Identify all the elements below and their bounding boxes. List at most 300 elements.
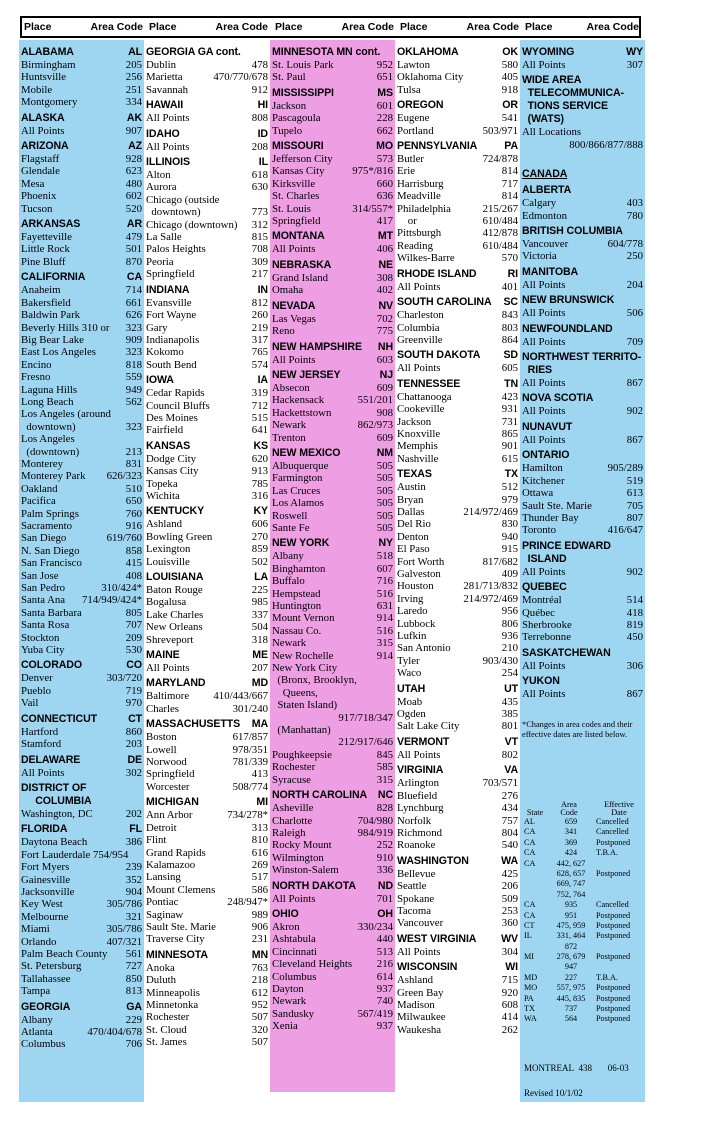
place-name: All Points <box>522 307 566 320</box>
changes-date: Cancelled <box>596 900 629 910</box>
place-name: Seattle <box>397 880 427 893</box>
area-code: 867 <box>626 688 643 701</box>
place-name: Savannah <box>146 83 188 96</box>
place-name: MAINE <box>146 649 180 662</box>
state-heading-continued <box>520 364 645 377</box>
area-code: 904 <box>125 885 142 898</box>
changes-row <box>524 1015 642 1025</box>
place-row <box>19 960 144 972</box>
area-code: 269 <box>251 858 268 871</box>
state-heading <box>19 218 144 231</box>
state-heading <box>520 323 645 336</box>
changes-code: 341 <box>564 827 578 837</box>
changes-date: Postponed <box>596 983 631 993</box>
place-row <box>395 481 520 493</box>
area-code: 321 <box>125 910 142 923</box>
place-row <box>520 307 645 319</box>
place-row <box>19 874 144 886</box>
place-name: All Points <box>21 766 65 779</box>
place-row <box>395 416 520 428</box>
area-code: 352 <box>125 873 142 886</box>
place-row <box>395 917 520 929</box>
place-name: Fort Wayne <box>146 309 197 322</box>
place-name: Pacifica <box>21 495 56 508</box>
place-name: Kitchener <box>522 474 565 487</box>
area-code: 602 <box>125 190 142 203</box>
place-row <box>144 756 270 768</box>
place-name: All Points <box>522 59 566 71</box>
area-code: 503/971 <box>482 124 518 137</box>
place-name: VIRGINIA <box>397 764 444 777</box>
place-name: All Points <box>397 945 441 958</box>
state-heading-continued <box>520 100 645 113</box>
area-code: NC <box>377 789 393 802</box>
place-name: Nashville <box>397 452 439 465</box>
place-row <box>270 1008 395 1020</box>
place-row <box>19 898 144 910</box>
area-code: 314/557* <box>352 202 393 215</box>
area-code: 818 <box>125 358 142 371</box>
place-name: Atlanta <box>21 1026 53 1038</box>
place-name: Bowling Green <box>146 530 213 543</box>
place-name: CALIFORNIA <box>21 271 86 284</box>
place-name: New York City <box>272 662 338 675</box>
place-name: Bogalusa <box>146 596 187 609</box>
place-name: WEST VIRGINIA <box>397 932 477 945</box>
area-code: 386 <box>125 836 142 849</box>
area-code: 623 <box>125 165 142 178</box>
changes-state: MD <box>524 972 538 982</box>
place-row <box>270 419 395 431</box>
place-row <box>144 871 270 883</box>
place-name: El Paso <box>397 543 430 556</box>
place-row <box>520 512 645 524</box>
area-code: 812 <box>251 296 268 309</box>
place-name: Tallahassee <box>21 972 71 985</box>
place-row <box>270 460 395 472</box>
place-name: Hackensack <box>272 394 325 407</box>
area-code: 416/647 <box>607 524 643 537</box>
place-row <box>19 532 144 544</box>
place-name: ISLAND <box>522 552 567 565</box>
state-heading-continued <box>520 113 645 126</box>
area-code: 715 <box>501 974 518 987</box>
area-code: 330/234 <box>357 920 393 933</box>
area-code: 703/571 <box>482 777 518 790</box>
place-name: San Diego <box>21 532 67 545</box>
area-code: NE <box>378 258 393 271</box>
place-name: Newark <box>272 995 307 1008</box>
place-name: Tupelo <box>272 124 303 137</box>
place-name: Newark <box>272 419 307 432</box>
place-name: Bryan <box>397 493 424 506</box>
place-row <box>270 432 395 444</box>
place-name: Cedar Rapids <box>146 387 205 400</box>
place-row <box>19 644 144 656</box>
place-row <box>270 165 395 177</box>
area-code: 215/267 <box>482 202 518 215</box>
place-row <box>270 802 395 814</box>
place-name: Tacoma <box>397 904 432 917</box>
area-code: 219 <box>251 321 268 334</box>
place-name: SOUTH DAKOTA <box>397 349 481 362</box>
place-name: NEW BRUNSWICK <box>522 294 615 307</box>
place-row <box>144 584 270 596</box>
area-code: 908 <box>376 406 393 419</box>
place-name: Rochester <box>272 761 316 774</box>
area-code: 479 <box>125 231 142 244</box>
place-name: or <box>397 215 417 228</box>
changes-state: IL <box>524 931 532 941</box>
changes-code: 951 <box>564 910 578 920</box>
place-name: Los Angeles (around <box>21 408 111 421</box>
area-code: 978/351 <box>232 743 268 756</box>
place-name: Lawton <box>397 59 430 71</box>
changes-header-code: Area Code <box>560 799 578 818</box>
place-row <box>144 731 270 743</box>
area-code: 559 <box>125 371 142 384</box>
place-name: Grand Rapids <box>146 846 206 859</box>
changes-note: *Changes in area codes and their effective dates are listed below. <box>522 720 633 739</box>
place-name: St. James <box>146 1036 187 1049</box>
area-code: 567/419 <box>357 1007 393 1020</box>
place-name: Palm Springs <box>21 507 79 520</box>
state-heading <box>270 880 395 893</box>
column-2-entries <box>144 46 270 1049</box>
area-code: 662 <box>376 124 393 137</box>
place-name: Arlington <box>397 777 439 790</box>
area-code: 814 <box>501 165 518 178</box>
place-name: Hempstead <box>272 587 321 600</box>
changes-code: 331, 464 <box>556 931 586 941</box>
area-code: 808 <box>251 112 268 125</box>
area-code: 570 <box>501 252 518 265</box>
area-code: 626 <box>125 309 142 322</box>
place-row <box>19 672 144 684</box>
area-code: 505 <box>376 497 393 510</box>
place-name: WASHINGTON <box>397 854 469 867</box>
place-name: Columbus <box>21 1038 66 1051</box>
place-row <box>144 933 270 945</box>
area-code: 813 <box>125 985 142 998</box>
area-code: TX <box>504 468 518 481</box>
place-row <box>19 371 144 383</box>
area-code: 414 <box>501 1011 518 1024</box>
area-code: 920 <box>501 986 518 999</box>
state-heading <box>395 764 520 777</box>
area-code: 650 <box>125 495 142 508</box>
area-code: 562 <box>125 395 142 408</box>
area-code: 902 <box>626 405 643 418</box>
place-row <box>144 974 270 986</box>
place-name: All Points <box>522 405 566 418</box>
place-name: CONNECTICUT <box>21 712 97 725</box>
place-name: Fayetteville <box>21 231 72 244</box>
state-heading <box>144 374 270 387</box>
place-row <box>395 905 520 917</box>
area-code: 203 <box>125 738 142 751</box>
place-row <box>19 153 144 165</box>
place-row <box>144 181 270 193</box>
place-name: COLUMBIA <box>21 794 92 807</box>
area-code: 604/778 <box>607 238 643 251</box>
place-name: Charles <box>146 702 179 715</box>
area-code: 609 <box>376 431 393 444</box>
place-row <box>270 485 395 497</box>
area-code: 513 <box>376 945 393 958</box>
column-5 <box>520 40 645 1102</box>
area-code: 214/972/469 <box>463 505 518 518</box>
place-name: Denton <box>397 530 429 543</box>
area-code: 660 <box>376 177 393 190</box>
place-name: Mobile <box>21 83 53 96</box>
place-name: Denver <box>21 672 53 685</box>
place-row <box>520 126 645 138</box>
place-row <box>19 446 144 458</box>
place-row <box>395 240 520 252</box>
place-name: Gary <box>146 321 168 334</box>
place-row <box>395 403 520 415</box>
state-heading <box>270 369 395 382</box>
place-row <box>520 688 645 700</box>
place-name: Los Angeles <box>21 433 75 446</box>
area-code: 417 <box>376 215 393 228</box>
area-code: 501 <box>125 243 142 256</box>
place-row <box>144 518 270 530</box>
place-row <box>19 697 144 709</box>
place-name: South Bend <box>146 358 197 371</box>
header-place-label: Place <box>149 21 177 33</box>
place-name: Fort Lauderdale 754/954 <box>21 848 129 861</box>
column-5-entries <box>520 46 645 701</box>
area-code: 903/430 <box>482 654 518 667</box>
place-name: Evansville <box>146 296 192 309</box>
place-row <box>270 497 395 509</box>
place-row <box>270 178 395 190</box>
place-row <box>395 777 520 789</box>
spacer <box>520 151 645 165</box>
place-row <box>144 621 270 633</box>
area-code: 228 <box>376 112 393 125</box>
place-row <box>395 696 520 708</box>
header-area-code-label: Area Code <box>586 21 639 33</box>
area-code: MT <box>377 230 393 243</box>
place-row <box>19 178 144 190</box>
place-name: Laguna Hills <box>21 383 78 396</box>
place-name: St. Paul <box>272 71 306 84</box>
place-row <box>520 139 645 151</box>
place-name: Memphis <box>397 440 438 453</box>
area-code: 906 <box>251 920 268 933</box>
state-heading <box>19 1001 144 1014</box>
place-name: Chattanooga <box>397 390 452 403</box>
area-code: 415 <box>125 557 142 570</box>
area-code: 207 <box>251 662 268 675</box>
place-row <box>520 566 645 578</box>
area-code: 850 <box>125 972 142 985</box>
place-name: Beverly Hills 310 or <box>21 321 110 334</box>
changes-date: Postponed <box>596 931 631 941</box>
place-row <box>144 809 270 821</box>
place-row <box>144 1036 270 1048</box>
state-heading <box>270 300 395 313</box>
place-name: Stockton <box>21 631 60 644</box>
state-heading <box>395 855 520 868</box>
place-name: NEW JERSEY <box>272 368 341 381</box>
area-code: 830 <box>501 518 518 531</box>
place-name: Reading <box>397 239 433 252</box>
area-code: 251 <box>125 83 142 96</box>
area-code: 480 <box>125 177 142 190</box>
place-name: Flagstaff <box>21 153 60 166</box>
changes-row <box>524 963 642 973</box>
place-row <box>19 84 144 96</box>
area-code: NV <box>378 299 393 312</box>
place-row <box>395 543 520 555</box>
area-code: 408 <box>125 569 142 582</box>
place-name: Toronto <box>522 524 557 537</box>
area-code: RI <box>507 267 518 280</box>
area-code: 507 <box>251 1011 268 1024</box>
place-name: MISSOURI <box>272 140 324 153</box>
changes-header-state: State <box>526 808 544 818</box>
place-name: DELAWARE <box>21 753 81 766</box>
place-name: Newark <box>272 637 307 650</box>
place-name: Ann Arbor <box>146 809 193 822</box>
area-code: 360 <box>501 917 518 930</box>
state-heading <box>144 156 270 169</box>
area-code: 606 <box>251 518 268 531</box>
area-code: IN <box>257 283 268 296</box>
state-heading <box>520 294 645 307</box>
area-code: 508/774 <box>232 780 268 793</box>
place-row <box>270 600 395 612</box>
place-name: Miami <box>21 923 50 936</box>
area-code: 867 <box>626 377 643 390</box>
place-name: Yuba City <box>21 644 65 657</box>
state-heading <box>395 468 520 481</box>
area-code: 470/404/678 <box>87 1026 142 1038</box>
area-code: 603 <box>376 353 393 366</box>
area-code: 586 <box>251 883 268 896</box>
place-name: ILLINOIS <box>146 156 190 169</box>
place-name: Chicago (downtown) <box>146 218 238 231</box>
place-row <box>144 112 270 124</box>
place-name: Columbus <box>272 970 317 983</box>
place-row <box>144 490 270 502</box>
area-code: 909 <box>125 333 142 346</box>
state-heading <box>19 823 144 836</box>
column-2 <box>144 40 270 1102</box>
place-row <box>270 313 395 325</box>
place-row <box>19 767 144 779</box>
place-row <box>19 408 144 420</box>
area-code: MD <box>251 677 268 690</box>
place-row <box>144 465 270 477</box>
place-row <box>19 297 144 309</box>
area-code: 862/973 <box>357 419 393 432</box>
area-code: 609 <box>376 381 393 394</box>
place-name: Wilkes-Barre <box>397 252 455 265</box>
place-row <box>144 206 270 218</box>
place-name: Knoxville <box>397 427 441 440</box>
place-name: QUEBEC <box>522 581 567 594</box>
state-heading <box>19 46 144 59</box>
place-row <box>144 194 270 206</box>
place-row <box>395 334 520 346</box>
place-name: Las Cruces <box>272 484 321 497</box>
montreal-note <box>524 1063 629 1073</box>
place-row <box>144 412 270 424</box>
area-code: 551/201 <box>357 394 393 407</box>
area-code: 573 <box>376 153 393 166</box>
changes-code: 669, 747 <box>556 879 586 889</box>
state-heading <box>270 789 395 802</box>
area-code: 901 <box>501 440 518 453</box>
column-header-bar <box>20 16 641 38</box>
area-code: 505 <box>376 472 393 485</box>
place-row <box>395 309 520 321</box>
state-heading <box>520 449 645 462</box>
place-name: Austin <box>397 481 426 494</box>
place-row <box>144 999 270 1011</box>
state-heading <box>19 754 144 767</box>
place-row <box>395 112 520 124</box>
place-row <box>19 936 144 948</box>
area-code: 418 <box>626 606 643 619</box>
place-row <box>144 834 270 846</box>
area-code: 819 <box>626 618 643 631</box>
place-name: St. Louis Park <box>272 59 334 71</box>
place-row <box>19 594 144 606</box>
place-name: Sault Ste. Marie <box>522 499 592 512</box>
area-code: 423 <box>501 390 518 403</box>
area-code: 702 <box>376 312 393 325</box>
changes-state: CA <box>524 910 536 920</box>
area-code: 470/770/678 <box>213 71 268 84</box>
state-heading <box>395 961 520 974</box>
place-row <box>144 424 270 436</box>
area-code: WV <box>501 932 518 945</box>
state-heading <box>270 447 395 460</box>
area-code: 305/786 <box>106 898 142 911</box>
area-code: CT <box>128 712 142 725</box>
place-row <box>270 958 395 970</box>
area-code: 304 <box>501 945 518 958</box>
area-code: 936 <box>501 630 518 643</box>
place-row <box>270 125 395 137</box>
place-name: Pontiac <box>146 896 179 909</box>
changes-state: CT <box>524 920 535 930</box>
state-heading <box>144 718 270 731</box>
place-name: Madison <box>397 998 435 1011</box>
place-row <box>19 384 144 396</box>
place-row <box>144 322 270 334</box>
place-name: Norwood <box>146 756 187 769</box>
place-row <box>144 690 270 702</box>
place-name: Staten Island) <box>272 699 338 712</box>
header-cell-2 <box>147 21 272 37</box>
place-name: Spokane <box>397 892 435 905</box>
place-row <box>144 71 270 83</box>
place-name: Palos Heights <box>146 243 206 256</box>
area-code: 631 <box>376 600 393 612</box>
place-name: All Locations <box>522 126 582 139</box>
changes-date: Postponed <box>596 920 631 930</box>
place-row <box>270 59 395 71</box>
place-name: GEORGIA <box>21 1000 71 1013</box>
place-name: Las Vegas <box>272 312 316 325</box>
